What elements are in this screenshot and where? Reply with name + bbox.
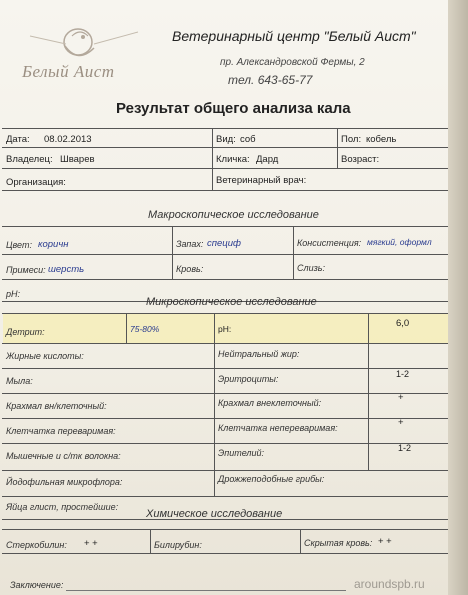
epithelium-label: Эпителий: xyxy=(218,448,264,458)
muscle-fibers-label: Мышечные и с/тк волокна: xyxy=(6,451,121,461)
paper-edge-shadow xyxy=(448,0,468,595)
iodophil-label: Йодофильная микрофлора: xyxy=(6,477,123,487)
table-border xyxy=(212,128,213,190)
consistency-label: Консистенция: xyxy=(297,238,362,248)
organization-label: Организация: xyxy=(6,177,66,188)
table-border xyxy=(2,226,448,227)
table-border xyxy=(2,418,448,419)
color-label: Цвет: xyxy=(6,240,32,250)
table-border xyxy=(2,393,448,394)
blood-label: Кровь: xyxy=(176,264,204,274)
fiber-digestible-label: Клетчатка переваримая: xyxy=(6,426,116,436)
starch-extra-value: + xyxy=(398,392,404,403)
mucus-label: Слизь: xyxy=(297,263,325,273)
erythrocytes-label: Эритроциты: xyxy=(218,374,279,384)
table-border xyxy=(300,529,301,553)
neutral-fat-label: Нейтральный жир: xyxy=(218,349,300,359)
table-border xyxy=(126,313,127,343)
chem-section-title: Химическое исследование xyxy=(146,508,283,520)
conclusion-label: Заключение: xyxy=(10,580,64,590)
micro-section-title: Микроскопическое исследование xyxy=(146,296,317,308)
table-border xyxy=(2,313,448,314)
sex-value: кобель xyxy=(366,134,397,145)
occult-blood-value: + + xyxy=(378,536,392,547)
ph-macro-label: pH: xyxy=(6,289,21,299)
table-border xyxy=(172,226,173,279)
table-border xyxy=(2,190,448,191)
species-value: соб xyxy=(240,134,256,145)
conclusion-line xyxy=(66,590,346,591)
fiber-indigestible-label: Клетчатка непереваримая: xyxy=(218,423,338,433)
stercobilin-label: Стеркобилин: xyxy=(6,540,67,550)
table-border xyxy=(214,313,215,496)
macro-section-title: Макроскопическое исследование xyxy=(148,209,319,221)
clinic-phone: тел. 643-65-77 xyxy=(228,73,313,87)
vet-label: Ветеринарный врач: xyxy=(216,175,307,186)
detritus-value: 75-80% xyxy=(130,324,160,334)
clinic-address: пр. Александровской Фермы, 2 xyxy=(220,57,365,68)
yeast-label: Дрожжеподобные грибы: xyxy=(218,474,325,484)
table-border xyxy=(2,168,448,169)
form-title: Результат общего анализа кала xyxy=(116,100,351,117)
color-value: коричн xyxy=(38,239,69,250)
table-border xyxy=(2,343,448,344)
admixture-value: шерсть xyxy=(48,264,85,275)
table-border xyxy=(2,529,448,530)
table-border xyxy=(2,443,448,444)
date-value: 08.02.2013 xyxy=(44,134,92,145)
ph-micro-label: pH: xyxy=(218,324,232,334)
logo-wordmark: Белый Аист xyxy=(22,62,115,81)
soap-label: Мыла: xyxy=(6,376,33,386)
table-border xyxy=(150,529,151,553)
owner-value: Шварев xyxy=(60,154,95,165)
admixture-label: Примеси: xyxy=(6,265,46,275)
table-border xyxy=(2,147,448,148)
table-border xyxy=(2,254,448,255)
table-border xyxy=(337,128,338,168)
epithelium-value: 1-2 xyxy=(398,443,412,453)
table-border xyxy=(2,553,448,554)
stercobilin-value: + + xyxy=(84,538,98,549)
sex-label: Пол: xyxy=(341,134,362,145)
fatty-acids-label: Жирные кислоты: xyxy=(6,351,84,361)
species-label: Вид: xyxy=(216,134,236,145)
table-border xyxy=(2,470,448,471)
bilirubin-label: Билирубин: xyxy=(154,540,202,550)
table-border xyxy=(368,313,369,470)
helminth-eggs-label: Яйца глист, простейшие: xyxy=(6,502,119,512)
owner-label: Владелец: xyxy=(6,154,53,165)
age-label: Возраст: xyxy=(341,154,380,165)
table-border xyxy=(2,368,448,369)
smell-label: Запах: xyxy=(176,239,204,249)
nickname-value: Дард xyxy=(256,154,279,165)
nickname-label: Кличка: xyxy=(216,154,250,165)
starch-extra-label: Крахмал внеклеточный: xyxy=(218,398,322,408)
date-label: Дата: xyxy=(6,134,30,145)
table-border xyxy=(2,128,448,129)
watermark: aroundspb.ru xyxy=(354,577,425,591)
detritus-label: Детрит: xyxy=(6,327,45,337)
erythrocytes-value: 1-2 xyxy=(396,369,410,379)
fiber-indigestible-value: + xyxy=(398,417,404,428)
starch-intra-label: Крахмал вн/клеточный: xyxy=(6,401,107,411)
consistency-value: мягкий, оформл xyxy=(367,237,432,247)
table-border xyxy=(293,226,294,279)
table-border xyxy=(2,496,448,497)
table-border xyxy=(2,279,448,280)
ph-micro-value: 6,0 xyxy=(396,318,410,329)
clinic-name: Ветеринарный центр "Белый Аист" xyxy=(172,28,416,44)
occult-blood-label: Скрытая кровь: xyxy=(304,538,373,548)
smell-value: специф xyxy=(207,238,241,249)
